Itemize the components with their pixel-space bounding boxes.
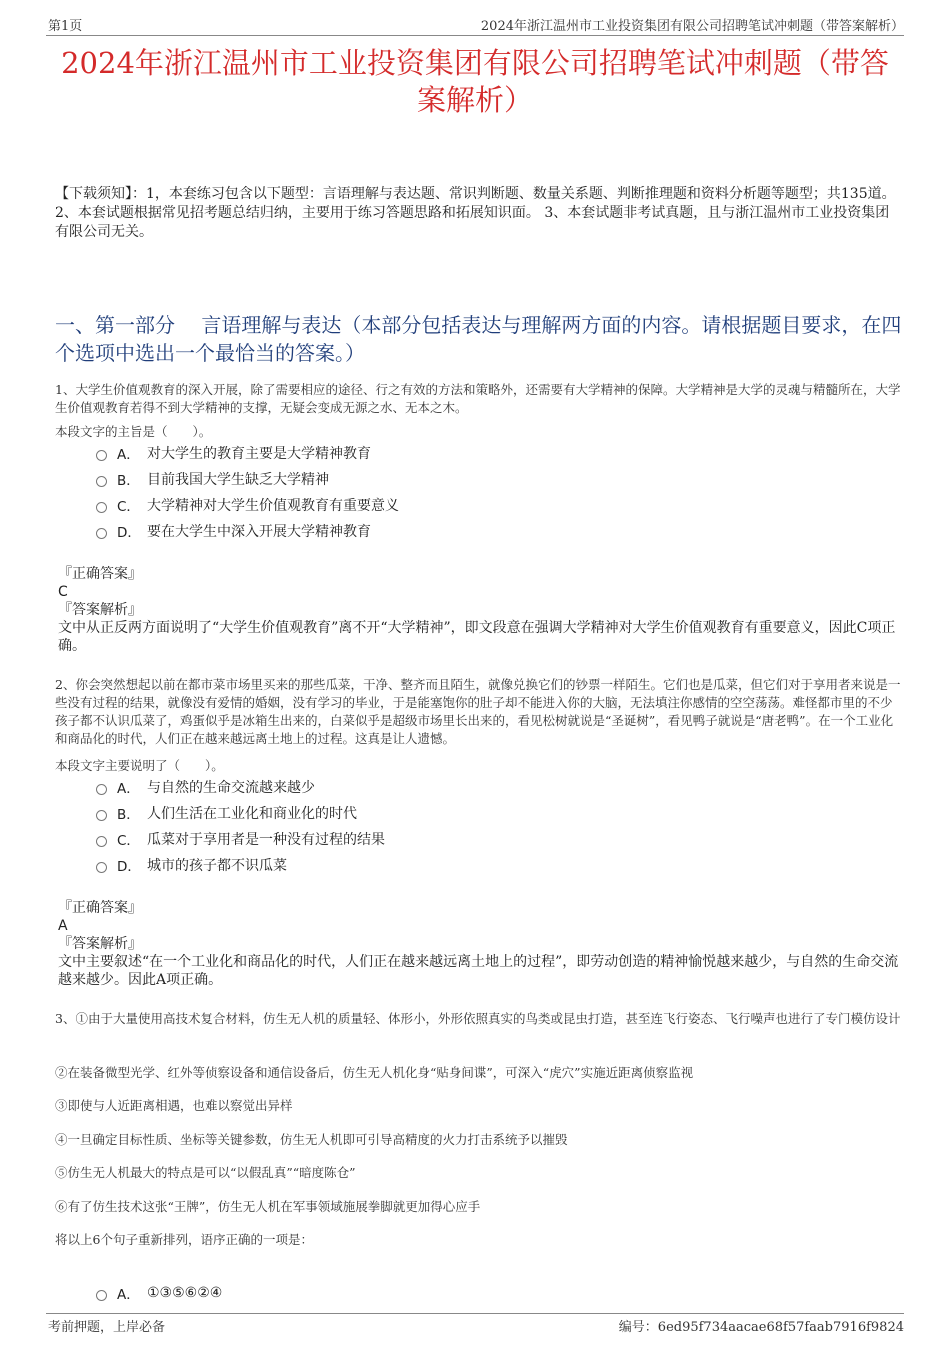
answer-label: 『正确答案』 (58, 900, 142, 916)
q2-option-b[interactable] (96, 800, 385, 826)
q3-item-6: ⑥有了仿生技术这张“王牌”，仿生无人机在军事领域施展拳脚就更加得心应手 (55, 1199, 481, 1214)
radio-icon[interactable] (96, 450, 107, 461)
option-text: 瓜菜对于享用者是一种没有过程的结果 (147, 832, 385, 848)
download-notice: 【下载须知】：1，本套练习包含以下题型：言语理解与表达题、常识判断题、数量关系题、判断推理题和资料分析题等题型；共135道。 2、本套试题根据常见招考题总结归纳，主要用于练习答题思路和拓展知识面。 3、本套试题非考试真题，且与浙江温州市工业投资集团有限公司无关。 (55, 186, 896, 240)
option-letter: D． (117, 859, 141, 875)
q2-option-d[interactable] (96, 852, 385, 878)
option-text: 对大学生的教育主要是大学精神教育 (147, 446, 371, 462)
option-letter: A． (117, 1287, 140, 1303)
radio-icon[interactable] (96, 528, 107, 539)
option-letter: C． (117, 833, 140, 849)
page-number: 第1页 (48, 19, 83, 34)
footer-serial: 编号：6ed95f734aacae68f57faab7916f9824 (618, 1320, 904, 1335)
option-text: 要在大学生中深入开展大学精神教育 (147, 524, 371, 540)
analysis-text: 文中从正反两方面说明了“大学生价值观教育”离不开“大学精神”，即文段意在强调大学精神对大学生价值观教育有重要意义，因此C项正确。 (58, 620, 896, 654)
q3-stem: 将以上6个句子重新排列，语序正确的一项是： (55, 1232, 313, 1247)
q1-option-c[interactable] (96, 492, 399, 518)
analysis-label: 『答案解析』 (58, 602, 142, 618)
q1-option-d[interactable] (96, 518, 399, 544)
radio-icon[interactable] (96, 1290, 107, 1301)
q2-answer-block (58, 899, 902, 989)
footer-divider (46, 1313, 904, 1314)
option-text: 人们生活在工业化和商业化的时代 (147, 806, 357, 822)
q2-options (96, 774, 385, 878)
radio-icon[interactable] (96, 784, 107, 795)
option-letter: D． (117, 525, 141, 541)
option-letter: B． (117, 807, 140, 823)
q2-passage: 2、你会突然想起以前在都市菜市场里买来的那些瓜菜，干净、整齐而且陌生，就像兑换它们的钞票一样陌生。它们也是瓜菜，但它们对于享用者来说是一些没有过程的结果，就像没有爱情的婚姻，没有学习的毕业，于是能塞饱你的肚子却不能进入你的大脑，无法填注你感情的空空荡荡。难怪都市里的不少孩子都不认识瓜菜了，鸡蛋似乎是冰箱生出来的，白菜似乎是超级市场里长出来的，看见松树就说是“圣诞树”，看见鸭子就说是“唐老鸭”。在一个工业化和商品化的时代，人们正在越来越远离土地上的过程。这真是让人遗憾。 (55, 677, 901, 746)
document-title: 2024年浙江温州市工业投资集团有限公司招聘笔试冲刺题（带答案解析） (61, 46, 889, 117)
q2-option-a[interactable] (96, 774, 385, 800)
option-letter: C． (117, 499, 140, 515)
option-text: 与自然的生命交流越来越少 (147, 780, 315, 796)
radio-icon[interactable] (96, 862, 107, 873)
option-text: 大学精神对大学生价值观教育有重要意义 (147, 498, 399, 514)
q3-item-4: ④一旦确定目标性质、坐标等关键参数，仿生无人机即可引导高精度的火力打击系统予以摧毁 (55, 1132, 568, 1147)
analysis-label: 『答案解析』 (58, 936, 142, 952)
header-doc-title: 2024年浙江温州市工业投资集团有限公司招聘笔试冲刺题（带答案解析） (480, 19, 904, 34)
q3-item-3: ③即使与人近距离相遇，也难以察觉出异样 (55, 1098, 293, 1113)
radio-icon[interactable] (96, 476, 107, 487)
q1-passage: 1、大学生价值观教育的深入开展，除了需要相应的途径、行之有效的方法和策略外，还需要有大学精神的保障。大学精神是大学的灵魂与精髓所在，大学生价值观教育若得不到大学精神的支撑，无疑会变成无源之水、无本之木。 (55, 382, 901, 415)
q2-stem: 本段文字主要说明了（ ）。 (55, 758, 224, 773)
option-text: 目前我国大学生缺乏大学精神 (147, 472, 329, 488)
q1-options (96, 440, 399, 544)
q1-answer-block (58, 565, 902, 655)
answer-value: C (58, 584, 68, 600)
option-letter: B． (117, 473, 140, 489)
radio-icon[interactable] (96, 810, 107, 821)
radio-icon[interactable] (96, 502, 107, 513)
q3-item-2: ②在装备微型光学、红外等侦察设备和通信设备后，仿生无人机化身“贴身间谍”，可深入“虎穴”实施近距离侦察监视 (55, 1065, 694, 1080)
option-letter: A． (117, 447, 140, 463)
q3-option-a[interactable] (96, 1280, 222, 1306)
option-letter: A． (117, 781, 140, 797)
q3-options (96, 1280, 222, 1306)
option-text: 城市的孩子都不识瓜菜 (147, 858, 287, 874)
header-divider (46, 35, 904, 36)
answer-label: 『正确答案』 (58, 566, 142, 582)
radio-icon[interactable] (96, 836, 107, 847)
q3-item-5: ⑤仿生无人机最大的特点是可以“以假乱真”“暗度陈仓” (55, 1165, 356, 1180)
option-text: ①③⑤⑥②④ (147, 1285, 223, 1301)
section-heading: 一、第一部分 言语理解与表达（本部分包括表达与理解两方面的内容。请根据题目要求，在四个选项中选出一个最恰当的答案。） (55, 313, 902, 365)
q1-option-b[interactable] (96, 466, 399, 492)
q1-stem: 本段文字的主旨是（ ）。 (55, 424, 212, 439)
answer-value: A (58, 918, 68, 934)
analysis-text: 文中主要叙述“在一个工业化和商品化的时代，人们正在越来越远离土地上的过程”，即劳动创造的精神愉悦越来越少，与自然的生命交流越来越少。因此A项正确。 (58, 954, 899, 988)
q2-option-c[interactable] (96, 826, 385, 852)
q1-option-a[interactable] (96, 440, 399, 466)
q3-item-1: 3、①由于大量使用高技术复合材料，仿生无人机的质量轻、体形小，外形依照真实的鸟类或昆虫打造，甚至连飞行姿态、飞行噪声也进行了专门模仿设计 (55, 1011, 901, 1026)
footer-slogan: 考前押题，上岸必备 (48, 1320, 166, 1335)
